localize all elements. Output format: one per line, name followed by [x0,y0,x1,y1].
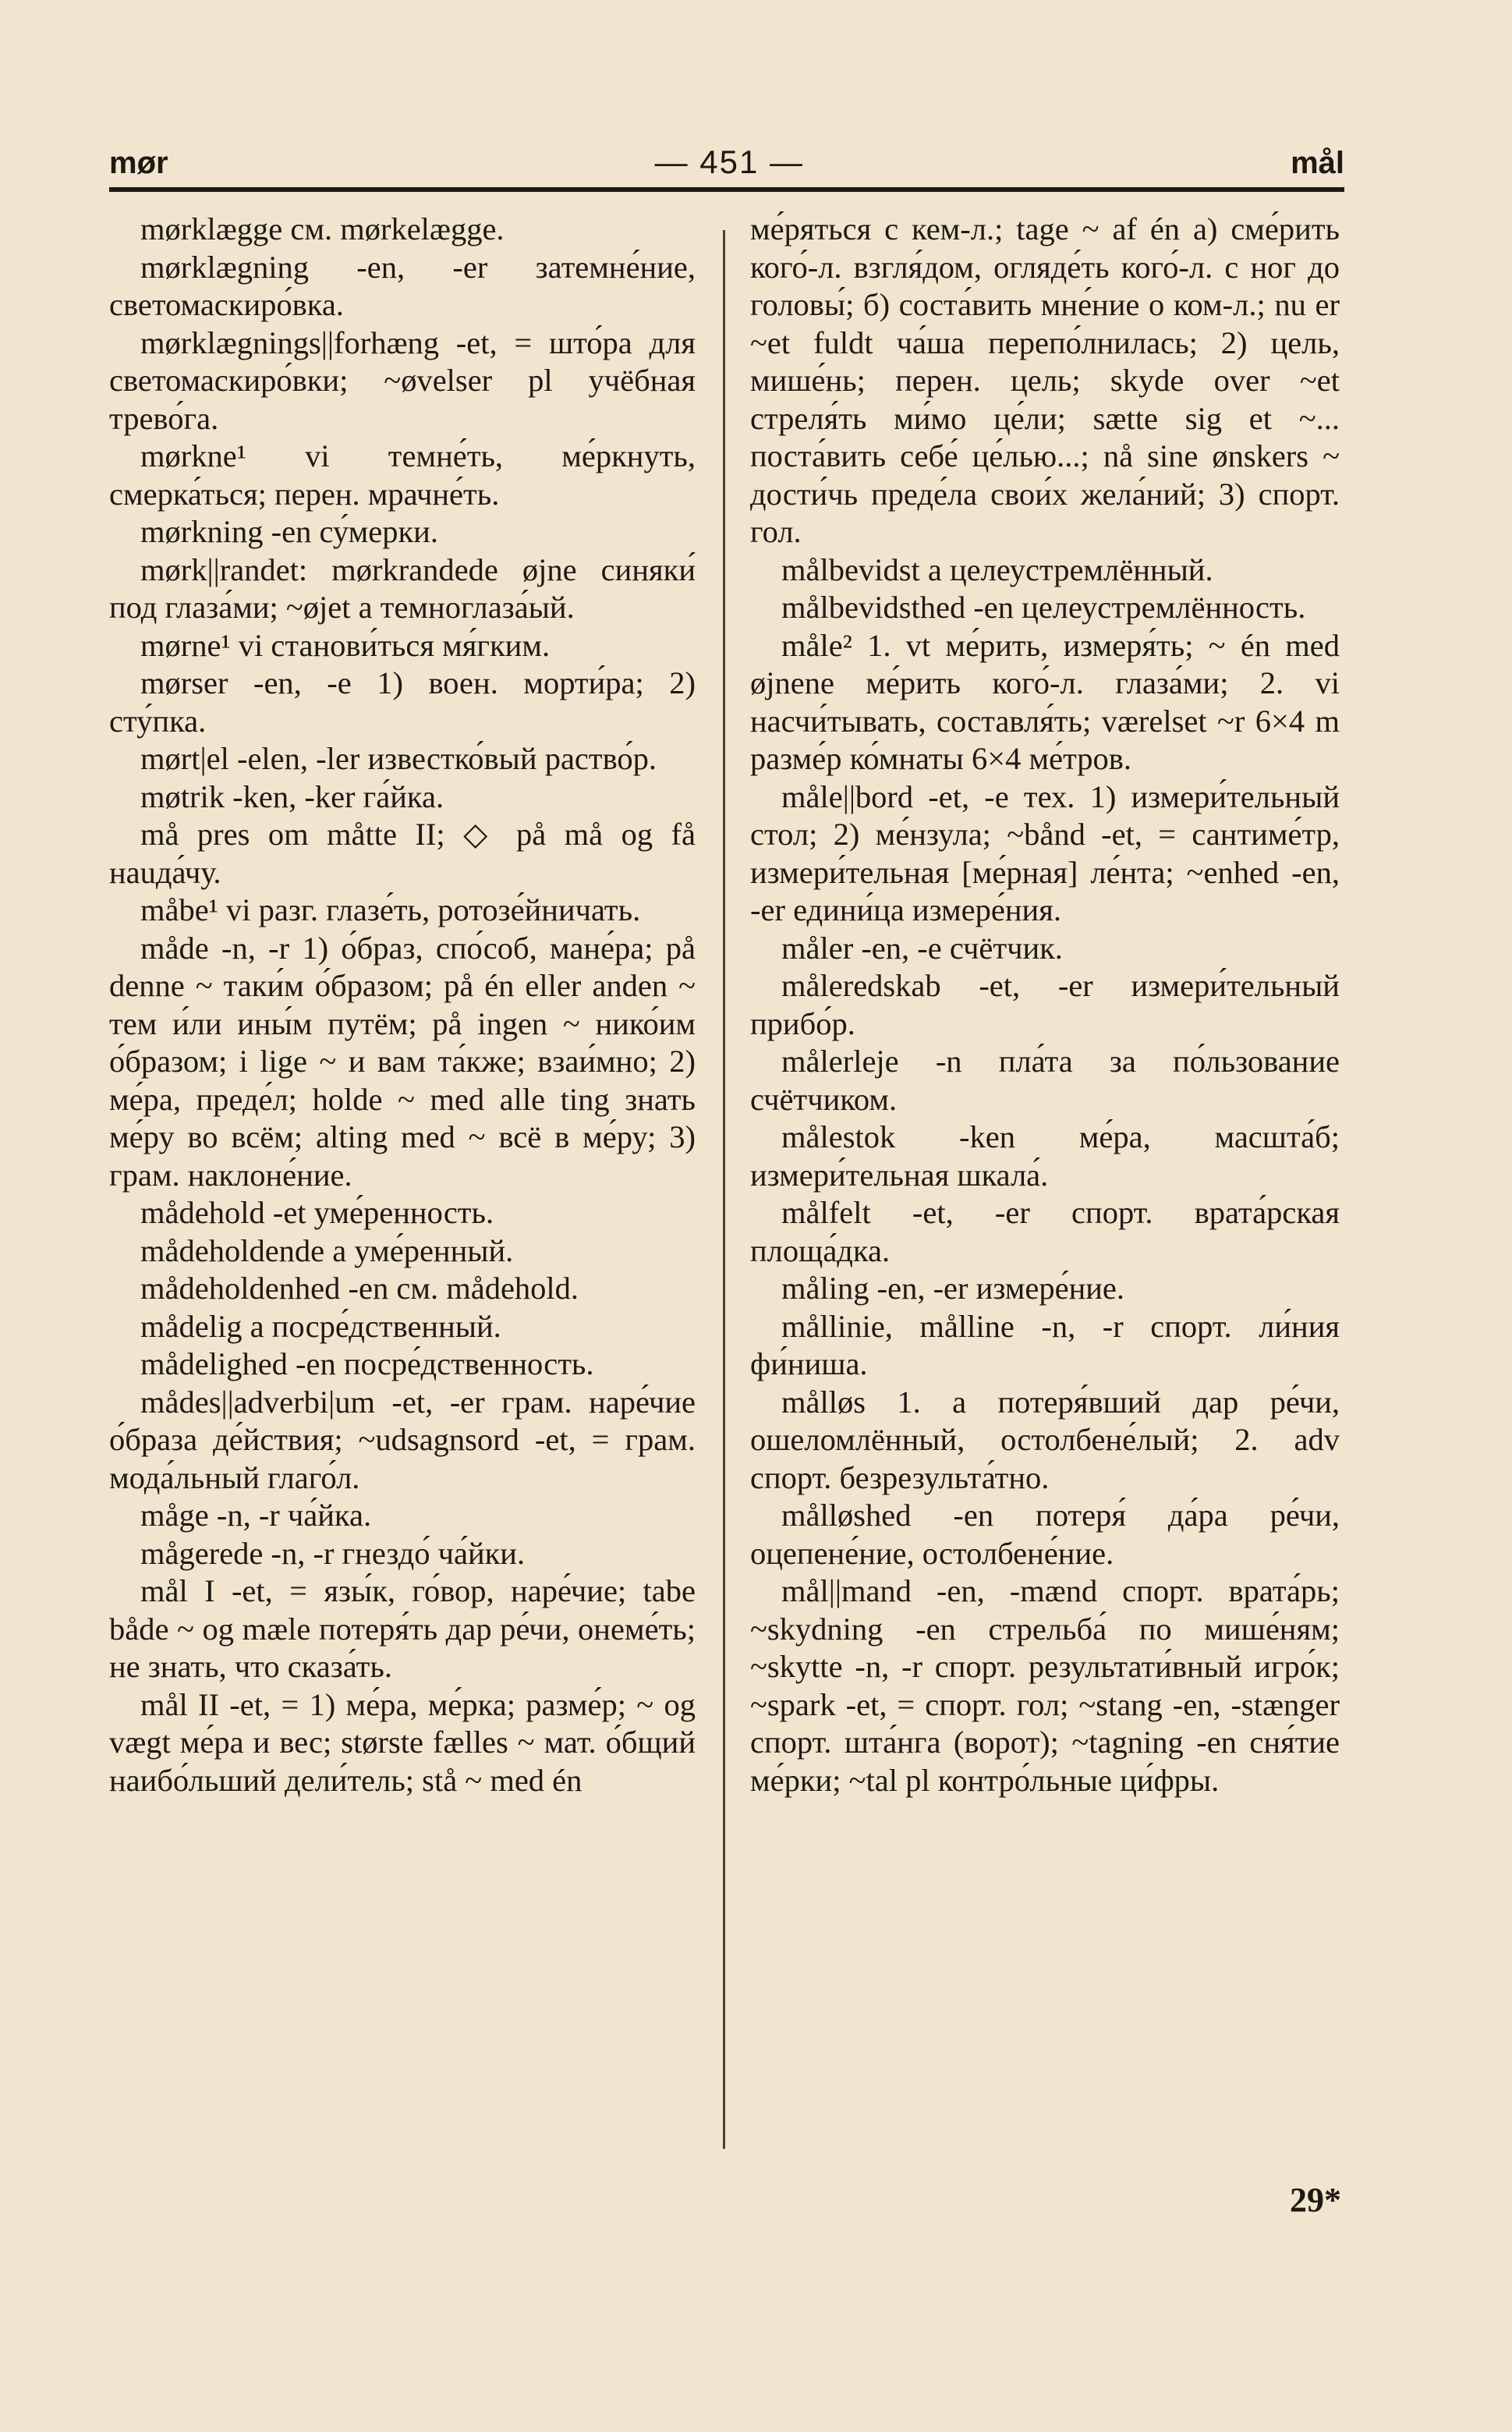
entry: målløshed -en потеря́ да́ра ре́чи, оцепене́ние, остолбене́ние. [750,1498,1340,1571]
entry: må pres om måtte II; ◇ på må og få наuда́чу. [109,817,696,890]
entry: måleredskab -et, -er измери́тельный прибо́р. [750,968,1340,1041]
right-column [750,211,1340,2161]
entry: mørser -en, -e 1) воен. морти́ра; 2) сту́пка. [109,665,696,739]
entry: mågerede -n, -r гнездо́ ча́йки. [140,1535,526,1571]
entry: mådehold -et уме́ренность. [140,1195,494,1230]
entry: måge -n, -r ча́йка. [140,1498,372,1533]
page-number: — 451 — [654,144,805,180]
entry: mådeholdenhed -en см. mådehold. [140,1271,579,1306]
entry: mådelig a посре́дственный. [140,1308,501,1344]
entry: mål II -et, = 1) ме́ра, ме́рка; разме́р; ~ og vægt ме́ра и вес; største fælles ~ мат. о́бщий наибо́льший дели́тель; stå ~ med én [109,1686,696,1798]
entry: mørkne¹ vi темне́ть, ме́ркнуть, смерка́ться; перен. мрачне́ть. [109,438,696,512]
entry: mørklægning -en, -er затемне́ние, светомаскиро́вка. [109,249,696,322]
entry: målestok -ken ме́ра, масшта́б; измери́тельная шкала́. [750,1119,1340,1193]
header-rule [109,187,1344,192]
header-first-word: mør [109,146,168,180]
entry: mådeholdende a уме́ренный. [140,1232,514,1268]
entry: mållinie, målline -n, -r спорт. ли́ния фи́ниша. [750,1308,1340,1381]
signature-mark: 29* [1290,2181,1341,2219]
entry: målbevidst a целеустремлённый. [781,551,1213,587]
entry: måle² 1. vt ме́рить, измеря́ть; ~ én med øjnene ме́рить кого́-л. глаза́ми; 2. vi насчи́тывать, составля́ть; værelset ~r 6×4 m разме́р ко́мнаты 6×4 ме́тров. [750,627,1340,776]
entry: måbe¹ vi разг. глазе́ть, ротозе́йничать. [140,892,641,927]
entry: måde -n, -r 1) о́браз, спо́соб, мане́ра; på denne ~ таки́м о́бразом; på én eller anden ~ тем и́ли ины́м путём; på ingen ~ нико́им о́бразом; i lige ~ и вам та́кже; взаи́мно; 2) ме́ра, преде́л; holde ~ med alle ting знать ме́ру во всём; alting med ~ всё в ме́ру; 3) грам. наклоне́ние. [109,930,696,1193]
entry: mørt|el -elen, -ler известко́вый раство́р. [140,741,657,776]
entry: målløs 1. a потеря́вший дар ре́чи, ошеломлённый, остолбене́лый; 2. adv спорт. безрезульта́тно. [750,1384,1340,1495]
entry: mørne¹ vi станови́ться мя́гким. [140,627,551,663]
entry-continued: ме́ряться с кем-л.; tage ~ af én а) сме́рить кого́-л. взгля́дом, огляде́ть кого́-л. с ног до головы́; б) соста́вить мне́ние о ком-л.; nu er ~et fuldt ча́ша перепо́лнилась; 2) цель, мише́нь; перен. цель; skyde over ~et стреля́ть ми́мо це́ли; sætte sig et ~... поста́вить себе́ це́лью...; nå sine ønskers ~ дости́чь преде́ла свои́х жела́ний; 3) спорт. гол. [750,211,1340,549]
entry: mørklægnings||forhæng -et, = што́ра для светомаскиро́вки; ~øvelser pl учёбная трево́га. [109,324,696,436]
entry: mørkning -en су́мерки. [140,514,438,549]
header-last-word: mål [1291,146,1344,180]
entry: måling -en, -er измере́ние. [781,1271,1125,1306]
running-header [109,133,1344,181]
entry: møtrik -ken, -ker га́йка. [140,778,444,814]
entry: målerleje -n пла́та за по́льзование счётчиком. [750,1044,1340,1117]
entry: måler -en, -e счётчик. [781,930,1063,966]
entry: mådelighed -en посре́дственность. [140,1346,594,1381]
left-column [109,211,696,2161]
entry: måle||bord -et, -e тех. 1) измери́тельный стол; 2) ме́нзула; ~bånd -et, = сантиме́тр, измери́тельная [ме́рная] ле́нта; ~enhed -en, -er едини́ца измере́ния. [750,778,1340,927]
column-divider [723,230,725,2149]
entry: mørklægge см. mørkelægge. [140,211,505,246]
entry: mål||mand -en, -mænd спорт. врата́рь; ~skydning -en стрельба́ по мише́ням; ~skytte -n, -r спорт. результати́вный игро́к; ~spark -et, = спорт. гол; ~stang -en, -stænger спорт. шта́нга (ворот); ~tagning -en сня́тие ме́рки; ~tal pl контро́льные ци́фры. [750,1573,1340,1798]
entry: målfelt -et, -er спорт. врата́рская площа́дка. [750,1195,1340,1268]
entry: målbevidsthed -en целеустремлённость. [781,590,1306,625]
entry: mådes||adverbi|um -et, -er грам. наре́чие о́браза де́йствия; ~udsagnsord -et, = грам. мода́льный глаго́л. [109,1384,696,1495]
entry: mål I -et, = язы́к, го́вор, наре́чие; tabe både ~ og mæle потеря́ть дар ре́чи, онеме́ть; не знать, что сказа́ть. [109,1573,696,1684]
entry: mørk||randet: mørkrandede øjne синяки́ под глаза́ми; ~øjet a темноглаза́ый. [109,551,696,625]
